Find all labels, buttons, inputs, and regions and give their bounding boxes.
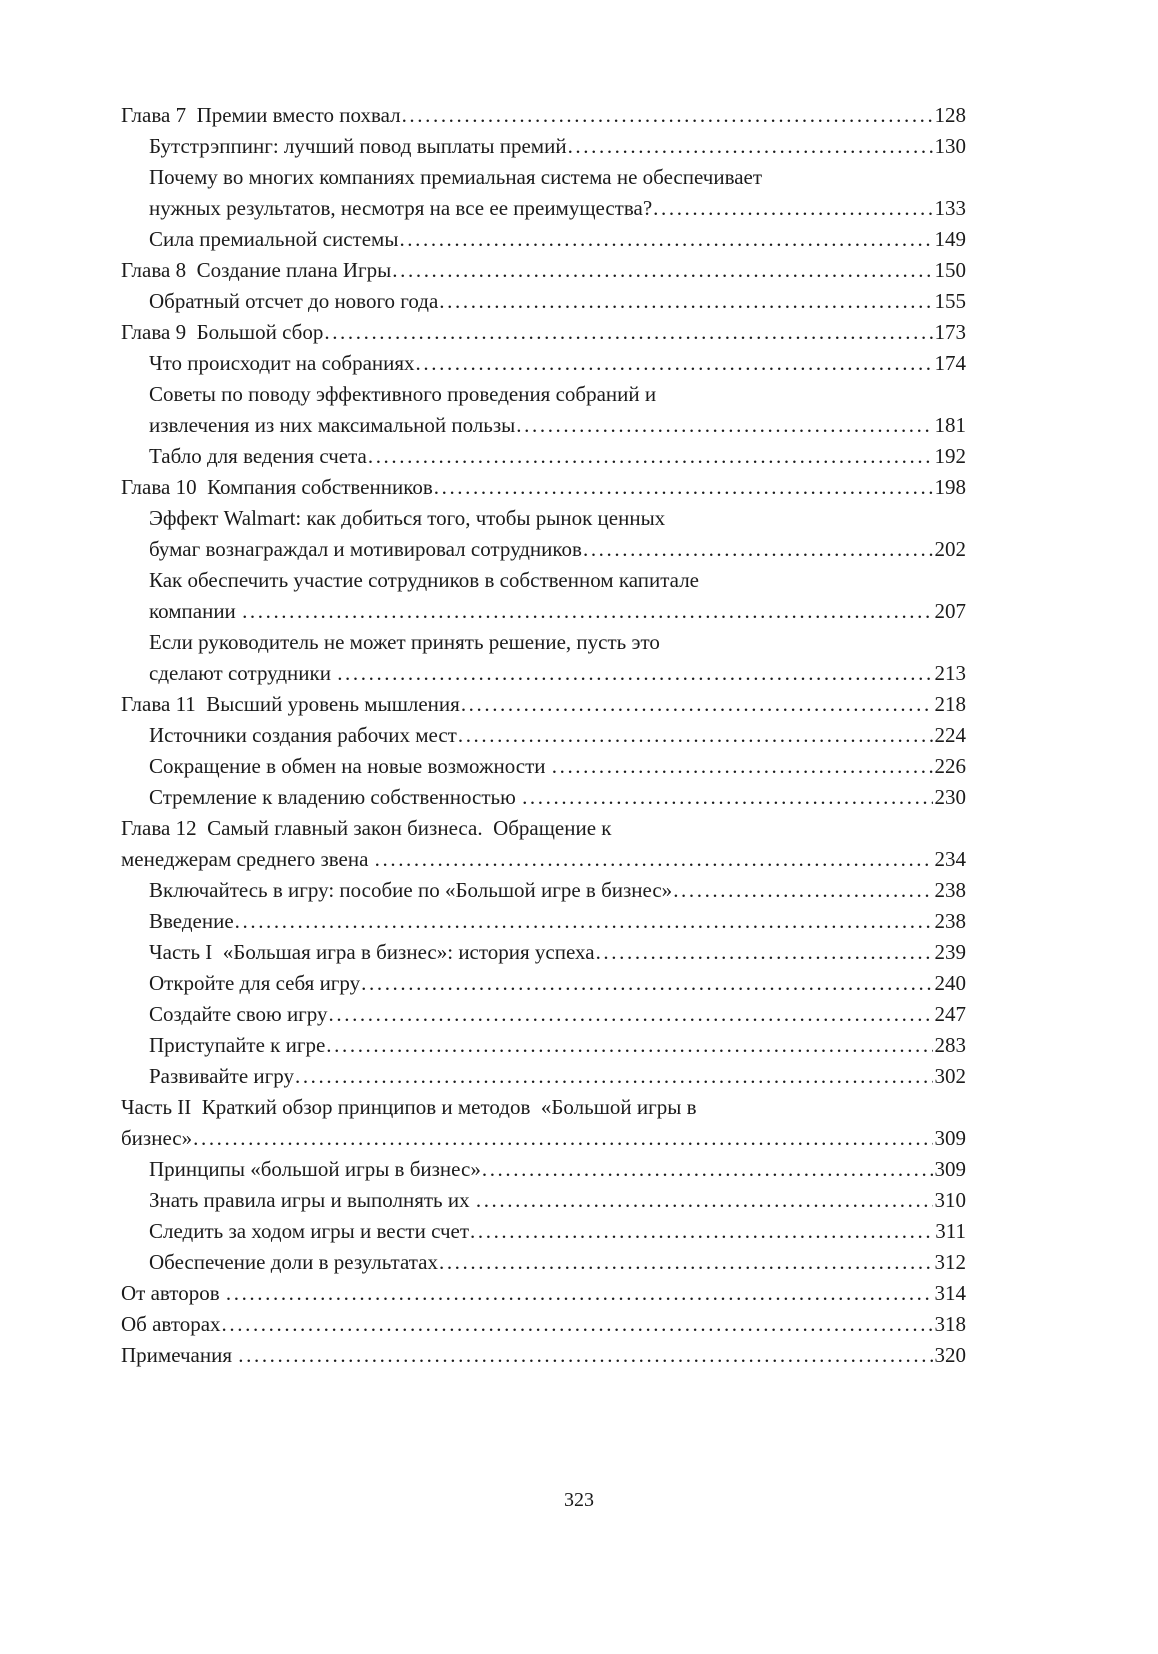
toc-entry-title: нужных результатов, несмотря на все ее преимущества?	[149, 196, 653, 220]
toc-entry-title: Бутстрэппинг: лучший повод выплаты премий	[149, 134, 567, 158]
toc-entry-row	[149, 1061, 966, 1092]
dot-leader	[326, 1030, 932, 1061]
toc-entry-page-number: 309	[934, 1157, 966, 1181]
toc-entry-text-line: Глава 12 Самый главный закон бизнеса. Обращение к	[121, 816, 612, 840]
toc-entry-page-number: 234	[934, 847, 966, 871]
toc-entry	[121, 782, 966, 813]
toc-entry-page-number: 312	[934, 1250, 966, 1274]
toc-entry-text-line: Эффект Walmart: как добиться того, чтобы рынок ценных	[149, 506, 666, 530]
dot-leader	[235, 906, 933, 937]
toc-entry-row	[149, 1185, 966, 1216]
dot-leader	[516, 410, 932, 441]
toc-entry	[121, 1340, 966, 1371]
toc-entry-title: Что происходит на собраниях	[149, 351, 415, 375]
toc-entry-text-line: Советы по поводу эффективного проведения собраний и	[149, 382, 657, 406]
toc-entry-row	[149, 1247, 966, 1278]
toc-entry-title: Глава 11 Высший уровень мышления	[121, 692, 460, 716]
toc-entry-page-number: 230	[934, 785, 966, 809]
toc-entry-title: Развивайте игру	[149, 1064, 294, 1088]
toc-entry-page-number: 320	[934, 1343, 966, 1367]
toc-entry-row	[149, 875, 966, 906]
toc-entry-page-number: 318	[934, 1312, 966, 1336]
toc-entry	[121, 441, 966, 472]
toc-entry-row	[121, 1278, 966, 1309]
toc-entry-page-number: 238	[934, 878, 966, 902]
toc-entry	[121, 162, 966, 224]
dot-leader	[337, 658, 932, 689]
dot-leader	[368, 441, 933, 472]
toc-entry-page-number: 239	[934, 940, 966, 964]
toc-entry-page-number: 224	[934, 723, 966, 747]
toc-entry-title: Часть I «Большая игра в бизнес»: история успеха	[149, 940, 595, 964]
toc-entry-title: Глава 10 Компания собственников	[121, 475, 433, 499]
toc-entry-row	[149, 224, 966, 255]
toc-entry	[121, 255, 966, 286]
toc-entry-title: Стремление к владению собственностью	[149, 785, 522, 809]
toc-entry	[121, 813, 966, 875]
toc-entry-row	[149, 348, 966, 379]
toc-entry	[121, 906, 966, 937]
toc-entry	[121, 1030, 966, 1061]
toc-entry-row	[149, 751, 966, 782]
toc-entry	[121, 348, 966, 379]
toc-entry-title: Введение	[149, 909, 234, 933]
dot-leader	[552, 751, 933, 782]
dot-leader	[470, 1216, 933, 1247]
dot-leader	[434, 472, 933, 503]
toc-entry-title: Табло для ведения счета	[149, 444, 367, 468]
toc-entry-title: Сокращение в обмен на новые возможности	[149, 754, 551, 778]
dot-leader	[416, 348, 933, 379]
toc-entry-row	[149, 131, 966, 162]
toc-entry-title: компании	[149, 599, 242, 623]
toc-entry-row	[149, 1030, 966, 1061]
toc-entry	[121, 1247, 966, 1278]
toc-entry-page-number: 213	[934, 661, 966, 685]
toc-entry-row	[149, 1216, 966, 1247]
toc-entry-title: Сила премиальной системы	[149, 227, 399, 251]
dot-leader	[329, 999, 933, 1030]
toc-entry-page-number: 128	[934, 103, 966, 127]
toc-entry-page-number: 247	[934, 1002, 966, 1026]
toc-entry-title: бизнес»	[121, 1126, 193, 1150]
page-number: 323	[564, 1489, 594, 1511]
toc-entry	[121, 286, 966, 317]
dot-leader	[482, 1154, 933, 1185]
toc-entry-row	[149, 1154, 966, 1185]
toc-entry-title: Обеспечение доли в результатах	[149, 1250, 438, 1274]
toc-entry-title: бумаг вознаграждал и мотивировал сотрудников	[149, 537, 582, 561]
toc-entry-title: сделают сотрудники	[149, 661, 337, 685]
dot-leader	[295, 1061, 933, 1092]
dot-leader	[522, 782, 932, 813]
toc-entry-title: Глава 7 Премии вместо похвал	[121, 103, 401, 127]
toc-entry	[121, 503, 966, 565]
toc-entry	[121, 472, 966, 503]
dot-leader	[375, 844, 933, 875]
dot-leader	[193, 1123, 932, 1154]
toc-entry-page-number: 149	[934, 227, 966, 251]
dot-leader	[402, 100, 933, 131]
toc-entry-row	[149, 410, 966, 441]
toc-entry-page-number: 155	[934, 289, 966, 313]
toc-entry-page-number: 218	[934, 692, 966, 716]
toc-entry-row	[149, 441, 966, 472]
toc-entry-row	[149, 286, 966, 317]
toc-entry	[121, 379, 966, 441]
toc-entry-row	[149, 782, 966, 813]
dot-leader	[324, 317, 932, 348]
toc-entry-title: Следить за ходом игры и вести счет	[149, 1219, 470, 1243]
toc-entry	[121, 627, 966, 689]
toc-entry-title: Источники создания рабочих мест	[149, 723, 457, 747]
toc-entry-text-line: Часть II Краткий обзор принципов и методов «Большой игры в	[121, 1095, 697, 1119]
toc-entry-page-number: 310	[934, 1188, 966, 1212]
toc-entry-row	[149, 193, 966, 224]
dot-leader	[568, 131, 933, 162]
toc-entry	[121, 224, 966, 255]
toc-entry-row	[121, 689, 966, 720]
toc-entry-page-number: 130	[934, 134, 966, 158]
toc-entry-page-number: 311	[935, 1219, 966, 1243]
toc-entry	[121, 999, 966, 1030]
dot-leader	[238, 1340, 932, 1371]
toc-entry-title: Включайтесь в игру: пособие по «Большой игре в бизнес»	[149, 878, 673, 902]
toc-entry	[121, 317, 966, 348]
toc-entry-page-number: 226	[934, 754, 966, 778]
toc-entry-row	[121, 100, 966, 131]
dot-leader	[653, 193, 932, 224]
toc-entry-title: Знать правила игры и выполнять их	[149, 1188, 475, 1212]
toc-entry	[121, 1185, 966, 1216]
toc-entry-row	[121, 472, 966, 503]
toc-entry-row	[121, 1340, 966, 1371]
toc-entry-page-number: 174	[934, 351, 966, 375]
toc-entry-row	[149, 720, 966, 751]
toc-entry	[121, 1092, 966, 1154]
toc-entry-title: извлечения из них максимальной пользы	[149, 413, 516, 437]
toc-entry	[121, 968, 966, 999]
toc-entry	[121, 1216, 966, 1247]
toc-entry-page-number: 283	[934, 1033, 966, 1057]
toc-entry	[121, 1278, 966, 1309]
dot-leader	[461, 689, 933, 720]
toc-entry-row	[149, 968, 966, 999]
toc-entry-row	[149, 534, 966, 565]
dot-leader	[439, 1247, 933, 1278]
toc-entry	[121, 1309, 966, 1340]
toc-entry-page-number: 240	[934, 971, 966, 995]
toc-entry-title: Приступайте к игре	[149, 1033, 326, 1057]
toc-entry-row	[149, 999, 966, 1030]
dot-leader	[583, 534, 933, 565]
toc-entry	[121, 131, 966, 162]
toc-entry-title: Обратный отсчет до нового года	[149, 289, 439, 313]
dot-leader	[361, 968, 932, 999]
toc-entry-page-number: 133	[934, 196, 966, 220]
toc-entry-page-number: 202	[934, 537, 966, 561]
toc-entry-page-number: 309	[934, 1126, 966, 1150]
toc-entry	[121, 875, 966, 906]
toc-entry	[121, 100, 966, 131]
dot-leader	[392, 255, 932, 286]
toc-entry-title: Откройте для себя игру	[149, 971, 361, 995]
toc-entry-row	[121, 844, 966, 875]
dot-leader	[439, 286, 932, 317]
toc-entry-title: Принципы «большой игры в бизнес»	[149, 1157, 481, 1181]
toc-entry	[121, 751, 966, 782]
toc-entry-row	[121, 1309, 966, 1340]
table-of-contents	[121, 100, 966, 1371]
toc-entry	[121, 720, 966, 751]
toc-entry-title: менеджерам среднего звена	[121, 847, 374, 871]
toc-entry-row	[121, 255, 966, 286]
toc-entry-page-number: 238	[934, 909, 966, 933]
toc-entry-row	[121, 1123, 966, 1154]
toc-entry-row	[149, 596, 966, 627]
toc-entry-text-line: Как обеспечить участие сотрудников в собственном капитале	[149, 568, 699, 592]
dot-leader	[458, 720, 933, 751]
toc-entry-title: Создайте свою игру	[149, 1002, 328, 1026]
toc-entry-text-line: Если руководитель не может принять решение, пусть это	[149, 630, 660, 654]
toc-entry-page-number: 314	[934, 1281, 966, 1305]
page-footer	[0, 1489, 1158, 1512]
toc-entry	[121, 565, 966, 627]
toc-entry-page-number: 207	[934, 599, 966, 623]
toc-entry-page-number: 192	[934, 444, 966, 468]
toc-entry-page-number: 181	[934, 413, 966, 437]
toc-entry	[121, 937, 966, 968]
toc-entry-row	[121, 317, 966, 348]
toc-entry	[121, 1061, 966, 1092]
toc-entry-title: Глава 8 Создание плана Игры	[121, 258, 392, 282]
toc-entry-page-number: 302	[934, 1064, 966, 1088]
toc-entry-title: Примечания	[121, 1343, 238, 1367]
toc-entry-title: От авторов	[121, 1281, 225, 1305]
toc-entry-page-number: 173	[934, 320, 966, 344]
toc-entry-row	[149, 906, 966, 937]
dot-leader	[399, 224, 932, 255]
toc-entry-row	[149, 937, 966, 968]
dot-leader	[476, 1185, 933, 1216]
toc-entry	[121, 689, 966, 720]
toc-entry-row	[149, 658, 966, 689]
toc-entry-page-number: 150	[934, 258, 966, 282]
dot-leader	[242, 596, 932, 627]
dot-leader	[673, 875, 932, 906]
toc-entry-title: Об авторах	[121, 1312, 221, 1336]
toc-entry	[121, 1154, 966, 1185]
dot-leader	[226, 1278, 933, 1309]
dot-leader	[596, 937, 933, 968]
toc-entry-page-number: 198	[934, 475, 966, 499]
toc-entry-title: Глава 9 Большой сбор	[121, 320, 324, 344]
dot-leader	[222, 1309, 933, 1340]
toc-entry-text-line: Почему во многих компаниях премиальная система не обеспечивает	[149, 165, 763, 189]
